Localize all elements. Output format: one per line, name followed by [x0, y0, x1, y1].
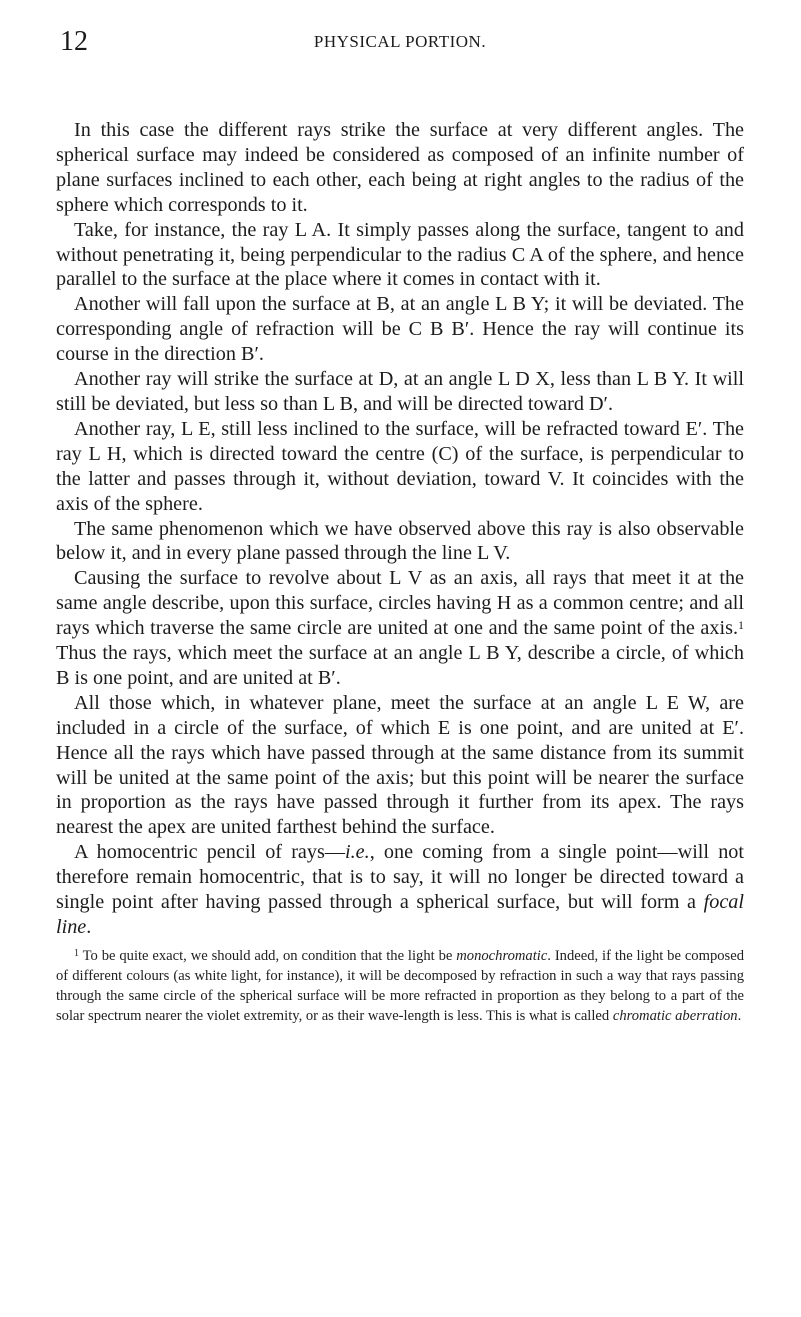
paragraph-text: . [86, 916, 92, 938]
italic-abbreviation: i.e. [345, 841, 370, 864]
italic-term: chromatic aberration [612, 1007, 738, 1024]
footnote-text: To be quite exact, we should add, on condition that the light be [82, 947, 457, 964]
paragraph-text: Thus the rays, which meet the surface at an angle L B Y, describe a circle, of which B is one point, and are united at B′. [56, 642, 744, 689]
footnote-marker: 1 [74, 947, 79, 959]
footnote-text: . [737, 1007, 742, 1024]
paragraph: Another ray, L E, still less inclined to the surface, will be refracted toward E′. The ray L H, which is directed toward the centre (C) of the surface, is perpendicular to the latter and passes through it, without deviation, toward V. It coincides with the axis of the sphere. [56, 417, 744, 515]
page-number: 12 [60, 26, 88, 57]
footnote-text: . Indeed, if the light be composed of different colours (as white light, for instance), it will be decomposed by refraction in such a way that rays passing through the same circle of the spherical surface will be more refracted in proportion as they belong to a part of the solar spectrum nearer the violet extremity, or as their wave-length is less. This is what is called [56, 947, 745, 1024]
footnote [56, 946, 744, 1026]
paragraph: In this case the different rays strike the surface at very different angles. The spherical surface may indeed be considered as composed of an infinite number of plane surfaces inclined to each other, each being at right angles to the radius of the sphere which corresponds to it. [56, 119, 744, 216]
footnote-reference: 1 [738, 618, 744, 633]
paragraph: The same phenomenon which we have observed above this ray is also observable below it, and in every plane passed through the line L V. [56, 517, 744, 565]
paragraph-text: Causing the surface to revolve about L V as an axis, all rays that meet it at the same angle describe, upon this surface, circles having H as a common centre; and all rays which traverse the same circle are united at one and the same point of the axis. [56, 567, 744, 640]
body-text [56, 118, 744, 1026]
paragraph [56, 566, 744, 691]
paragraph: All those which, in whatever plane, meet the surface at an angle L E W, are included in a circle of the surface, of which E is one point, and are united at E′. Hence all the rays which have passed through at the same distance from its summit will be united at the same point of the axis; but this point will be nearer the surface in proportion as the rays have passed through it further from its apex. The rays nearest the apex are united farthest behind the surface. [56, 691, 744, 839]
paragraph: Take, for instance, the ray L A. It simply passes along the surface, tangent to and without penetrating it, being perpendicular to the radius C A of the sphere, and hence parallel to the surface at the place where it comes in contact with it. [56, 218, 744, 291]
paragraph: Another will fall upon the surface at B, at an angle L B Y; it will be deviated. The corresponding angle of refraction will be C B B′. Hence the ray will continue its course in the direction B′. [56, 293, 744, 366]
paragraph-text: , one coming from a single point—will not therefore remain homocentric, that is to say, it will no longer be directed toward a single point after having passed through a spherical surface, but will form a [56, 841, 744, 914]
paragraph [56, 840, 744, 940]
italic-term: monochromatic [456, 947, 548, 964]
paragraph: Another ray will strike the surface at D, at an angle L D X, less than L B Y. It will still be deviated, but less so than L B, and will be directed toward D′. [56, 368, 744, 415]
running-head: PHYSICAL PORTION. [313, 32, 487, 51]
paragraph-text: A homocentric pencil of rays— [74, 841, 346, 864]
italic-term: focal line [56, 891, 744, 938]
page-header [60, 26, 740, 58]
